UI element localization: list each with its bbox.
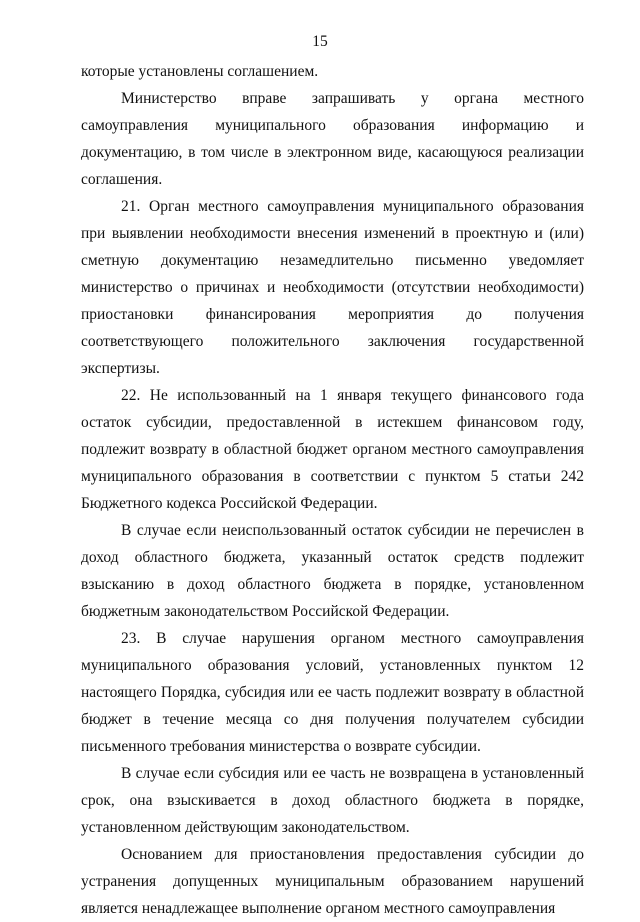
page-number: 15 [312, 33, 328, 50]
paragraph-1: которые установлены соглашением. [81, 63, 319, 80]
paragraph-5: В случае если неиспользованный остаток субсидии не перечислен в доход областного бюджета, указанный остаток средств подлежит взысканию в доход областного бюджета в порядке, установленном бюджетным законодательством Российской Федерации. [81, 522, 584, 620]
paragraph-6: 23. В случае нарушения органом местного самоуправления муниципального образования условий, установленных пунктом 12 настоящего Порядка, субсидия или ее часть подлежит возврату в областной бюджет в течение месяца со дня получения получателем субсидии письменного требования министерства о возврате субсидии. [81, 630, 584, 755]
document-body [81, 58, 584, 922]
paragraph-8: Основанием для приостановления предоставления субсидии до устранения допущенных муниципальным образованием нарушений является ненадлежащее выполнение органом местного самоуправления [81, 846, 584, 917]
paragraph-2: Министерство вправе запрашивать у органа местного самоуправления муниципального образования информацию и документацию, в том числе в электронном виде, касающуюся реализации соглашения. [81, 90, 584, 188]
paragraph-7: В случае если субсидия или ее часть не возвращена в установленный срок, она взыскивается в доход областного бюджета в порядке, установленном действующим законодательством. [81, 765, 584, 836]
paragraph-4: 22. Не использованный на 1 января текущего финансового года остаток субсидии, предоставленной в истекшем финансовом году, подлежит возврату в областной бюджет органом местного самоуправления муниципального образования в соответствии с пунктом 5 статьи 242 Бюджетного кодекса Российской Федерации. [81, 387, 584, 512]
paragraph-3: 21. Орган местного самоуправления муниципального образования при выявлении необходимости внесения изменений в проектную и (или) сметную документацию незамедлительно письменно уведомляет министерство о причинах и необходимости (отсутствии необходимости) приостановки финансирования мероприятия до получения соответствующего положительного заключения государственной экспертизы. [81, 198, 584, 377]
